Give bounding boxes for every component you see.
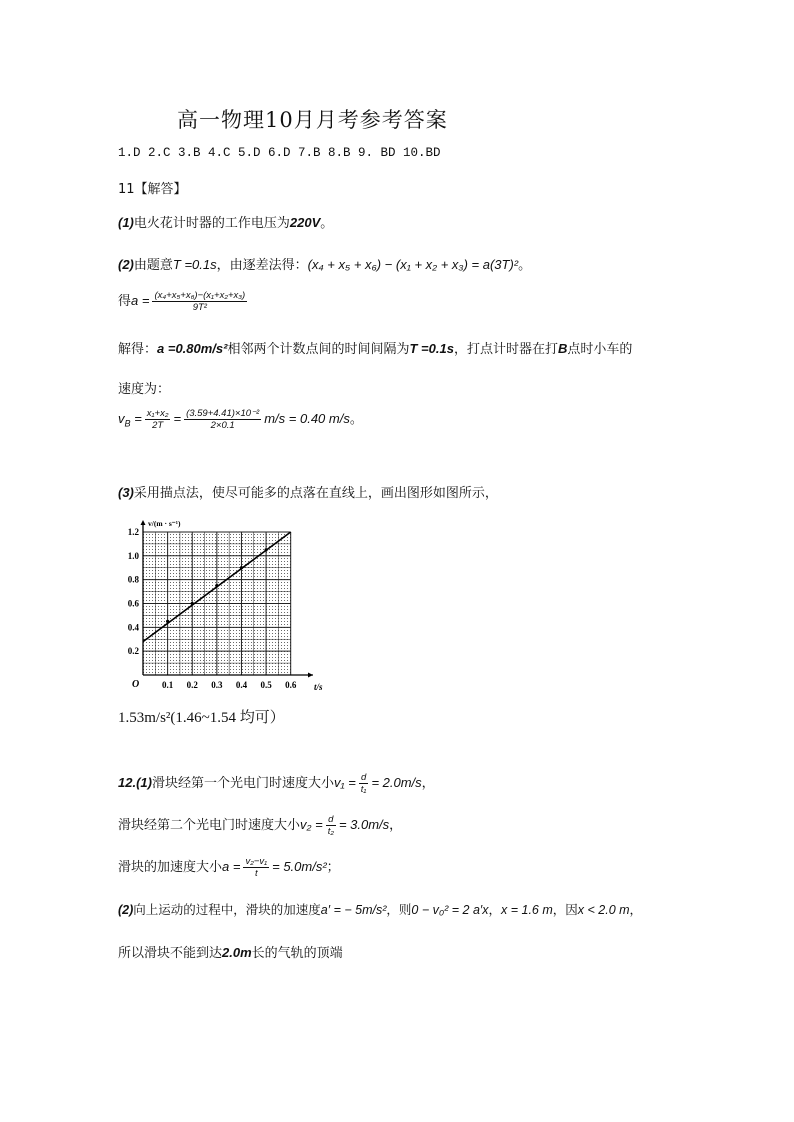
origin-label: O [132, 679, 140, 690]
vb-lhs: v [118, 411, 125, 426]
q12-line1-lhs: v₁ = [333, 775, 356, 790]
q12-line1-prefix: 12.(1) [118, 775, 152, 790]
q11-part1 [118, 212, 333, 231]
q12-line1 [118, 772, 435, 795]
q12-line1-end: ， [421, 776, 435, 791]
q12-line2-num: d [326, 814, 336, 826]
get-a-den: 9T² [192, 302, 207, 313]
q11-part3 [118, 482, 498, 501]
q12-part2-x: x = 1.6 m [501, 903, 553, 917]
x-axis-arrow [308, 673, 313, 678]
q11-part2-T: T =0.1s [172, 257, 217, 272]
q12-line1-num: d [359, 772, 369, 784]
q12-line1-result: = 2.0m/s [371, 775, 422, 790]
get-a-lhs: a = [131, 293, 150, 308]
vb-frac2-num: (3.59+4.41)×10⁻² [186, 408, 260, 419]
q12-line3-end: ； [326, 860, 340, 875]
y-tick-label: 1.2 [127, 526, 139, 537]
q12-line1-den: t₁ [360, 784, 367, 795]
get-a-fraction [152, 290, 247, 313]
vb-equation: $v_B$ = $\frac{\text{x₁+x₂}}{2T}$ = $\frac{\text{(3.59+4.41)×10⁻²}}{2\times 0.1}$ m/s = 0.40 m/s。 [118, 408, 363, 431]
vb-frac2-den: 2×0.1 [210, 420, 235, 431]
conclusion-b: 长的气轨的顶端 [251, 946, 343, 961]
q12-line3 [118, 856, 340, 879]
q12-line2-text: 滑块经第二个光电门时速度大小 [118, 818, 301, 833]
data-point [191, 602, 194, 605]
data-point [240, 566, 243, 569]
vb-frac1-den: 2T [152, 420, 164, 431]
q11-part2-text-a: 由题意 [133, 258, 173, 273]
x-tick-label: 0.6 [285, 680, 297, 690]
q12-line3-den: t [254, 868, 258, 879]
data-point [264, 548, 267, 551]
q11-part2-text-b: ，由逐差法得： [216, 258, 308, 273]
solve-text3: 点时小车的 [567, 342, 633, 357]
q11-part2-end: 。 [518, 258, 532, 273]
vb-frac2 [184, 408, 261, 431]
q12-part2-text3: ，因 [552, 902, 578, 917]
q11-part3-text: 采用描点法，使尽可能多的点落在直线上，画出图形如图所示， [133, 486, 498, 501]
q11-part2 [118, 254, 531, 273]
q12-part2-eq: 0 − v₀² = 2 a′x [411, 903, 489, 917]
q12-part2-text2: ，则 [386, 902, 412, 917]
data-point [215, 584, 218, 587]
q12-line1-text: 滑块经第一个光电门时速度大小 [151, 776, 334, 791]
q12-line2-lhs: v₂ = [300, 817, 323, 832]
solve-a: a =0.80m/s² [157, 341, 228, 356]
q11-part1-prefix: (1) [118, 215, 134, 230]
solve-B: B [557, 341, 568, 356]
y-tick-label: 0.2 [127, 646, 139, 657]
vb-sub: B [124, 418, 131, 429]
q11-part2-formula: (x₄ + x₅ + x₆) − (x₁ + x₂ + x₃) = a(3T)² [307, 257, 519, 272]
q12-line3-frac [243, 856, 269, 879]
y-axis-arrow [141, 520, 146, 525]
q12-part2-prefix: (2) [118, 903, 134, 917]
vb-result: m/s = 0.40 m/s [264, 411, 350, 426]
slope-result: 1.53m/s²(1.46~1.54 均可） [118, 710, 285, 726]
q12-line1-frac [359, 772, 369, 795]
data-point [166, 620, 169, 623]
q12-line2-den: t₂ [327, 826, 334, 837]
solve-T: T =0.1s [409, 341, 454, 356]
solve-text2: ，打点计时器在打 [453, 342, 558, 357]
conclusion-len: 2.0m [222, 945, 252, 960]
q12-line2-frac [326, 814, 336, 837]
y-tick-label: 0.6 [127, 598, 139, 609]
answers-line: 1.D 2.C 3.B 4.C 5.D 6.D 7.B 8.B 9. BD 10.BD [118, 146, 441, 160]
y-tick-label: 0.4 [127, 622, 139, 633]
q12-conclusion [118, 942, 343, 961]
q12-part2-sep: ， [488, 902, 501, 917]
y-axis-label: v/(m · s⁻¹) [148, 519, 181, 528]
q11-header: 11【解答】 [118, 182, 187, 197]
x-tick-label: 0.2 [186, 680, 198, 690]
x-tick-label: 0.1 [161, 680, 174, 690]
conclusion-a: 所以滑块不能到达 [118, 946, 223, 961]
q11-get-a [118, 290, 250, 313]
q12-line3-lhs: a = [222, 859, 241, 874]
q12-part2 [118, 900, 642, 918]
x-tick-label: 0.3 [211, 680, 223, 690]
x-tick-label: 0.5 [260, 680, 272, 690]
vb-eq: = [130, 411, 142, 426]
solve-text: 相邻两个计数点间的时间间隔为 [227, 342, 410, 357]
q12-part2-cmp: x < 2.0 m [577, 903, 630, 917]
speed-label: 速度为： [118, 382, 171, 397]
x-tick-label: 0.4 [235, 680, 248, 690]
velocity-time-chart [112, 518, 337, 696]
vb-frac1 [145, 408, 171, 431]
q11-part1-end: 。 [320, 216, 334, 231]
solve-prefix: 解得： [118, 342, 158, 357]
q11-part3-prefix: (3) [118, 485, 134, 500]
q12-line2 [118, 814, 402, 837]
q12-part2-text: 向上运动的过程中，滑块的加速度 [133, 902, 321, 917]
q12-part2-a: a′ = − 5m/s² [320, 903, 387, 917]
get-a-prefix: 得 [118, 294, 132, 309]
q12-line2-end: ， [389, 818, 403, 833]
y-tick-label: 0.8 [127, 574, 139, 585]
q12-part2-end: ， [629, 902, 643, 917]
x-axis-label: t/s [314, 682, 323, 692]
get-a-num: (x₄+x₅+x₆)−(x₁+x₂+x₃) [154, 290, 246, 301]
q11-solve [118, 338, 632, 357]
q11-part1-value: 220V [289, 215, 321, 230]
q12-line3-num: v₂−v₁ [245, 856, 268, 867]
q12-line2-result: = 3.0m/s [338, 817, 390, 832]
q12-line3-text: 滑块的加速度大小 [118, 860, 223, 875]
vb-end: 。 [349, 412, 363, 427]
q12-line3-result: = 5.0m/s² [272, 859, 327, 874]
page-title: 高一物理10月月考参考答案 [177, 108, 448, 132]
q11-part2-prefix: (2) [118, 257, 134, 272]
q11-part1-text: 电火花计时器的工作电压为 [133, 216, 290, 231]
y-tick-label: 1.0 [127, 550, 139, 561]
vb-frac1-num: x₁+x₂ [146, 408, 169, 419]
